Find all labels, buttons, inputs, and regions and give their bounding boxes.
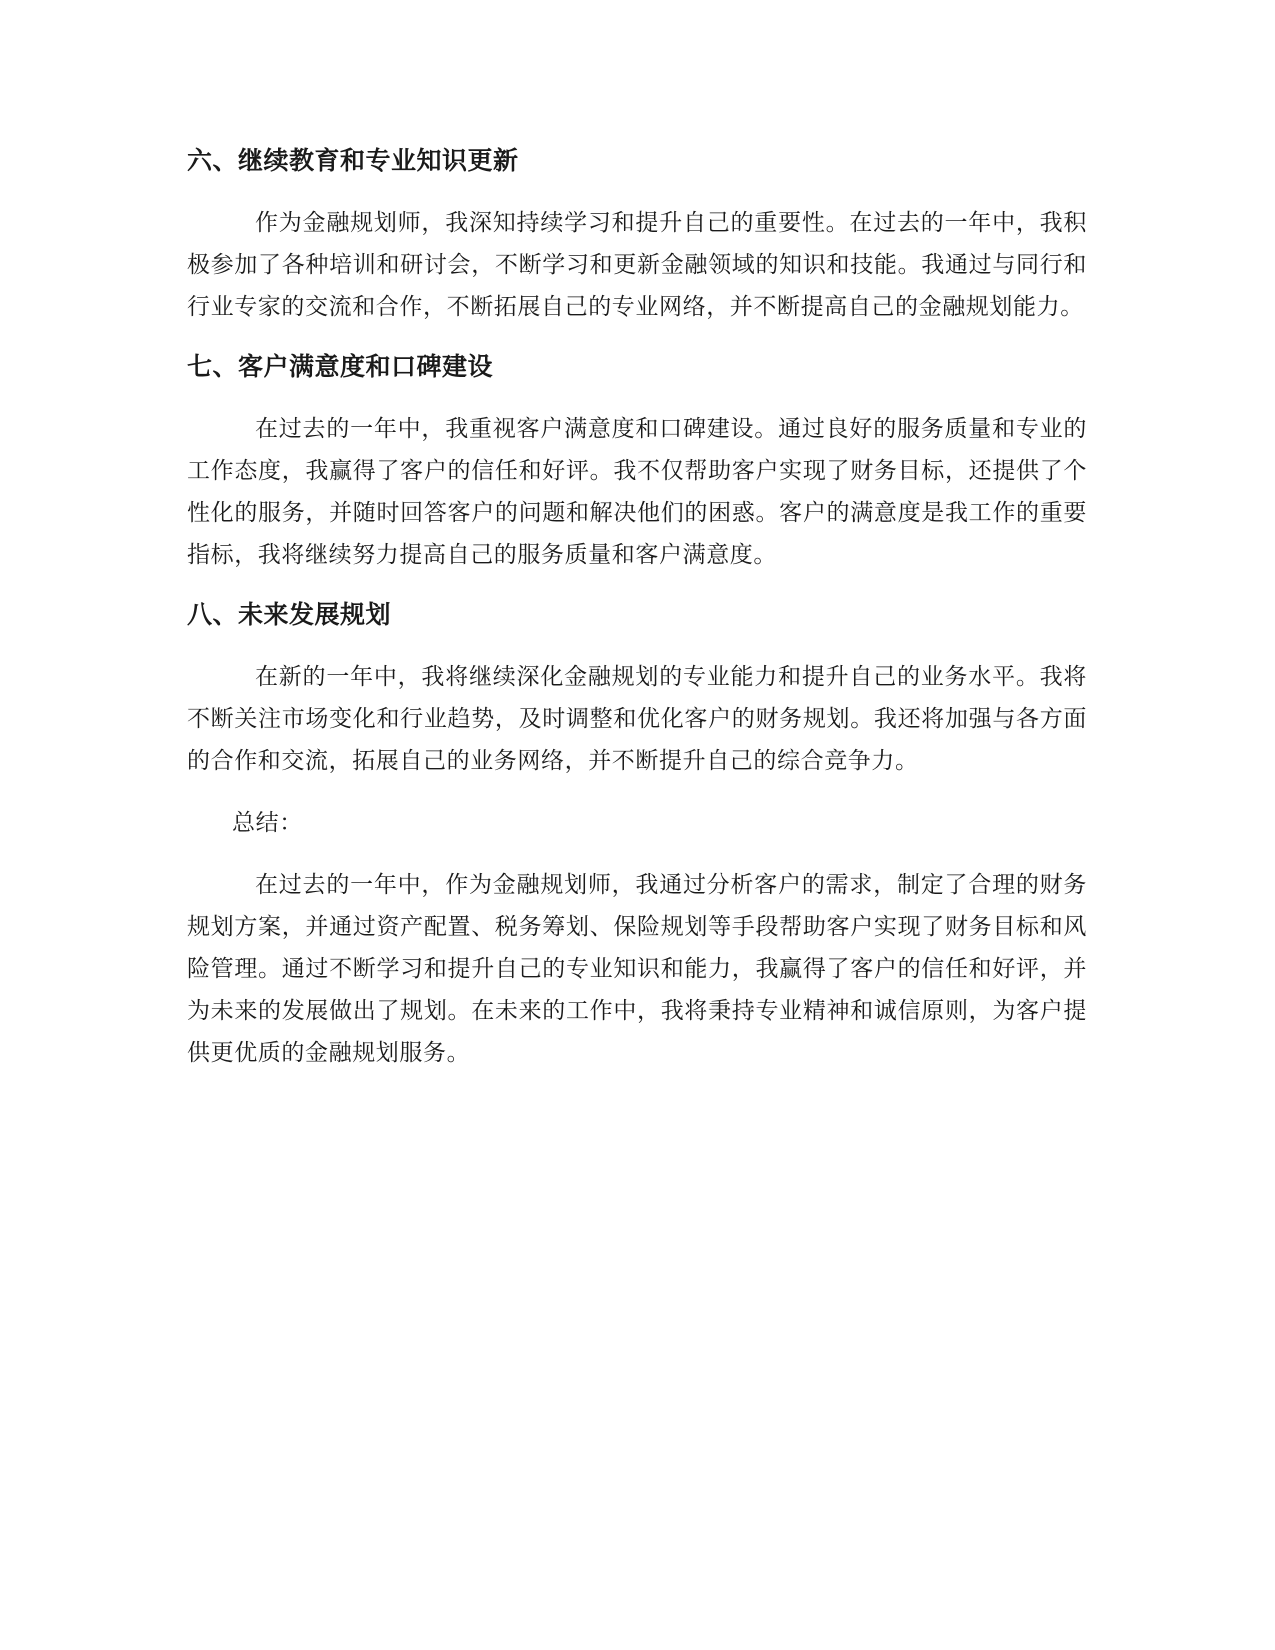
section-heading-future-plan: 八、未来发展规划	[187, 600, 392, 629]
document-body	[187, 142, 1087, 1094]
section-heading-continuing-education: 六、继续教育和专业知识更新	[187, 146, 519, 175]
section-paragraph-future-plan: 在新的一年中，我将继续深化金融规划的专业能力和提升自己的业务水平。我将不断关注市场变化和行业趋势，及时调整和优化客户的财务规划。我还将加强与各方面的合作和交流，拓展自己的业务网络，并不断提升自己的综合竞争力。	[187, 664, 1087, 774]
section-heading-client-satisfaction: 七、客户满意度和口碑建设	[187, 352, 494, 381]
summary-label: 总结：	[232, 810, 303, 836]
section-paragraph-continuing-education: 作为金融规划师，我深知持续学习和提升自己的重要性。在过去的一年中，我积极参加了各种培训和研讨会，不断学习和更新金融领域的知识和技能。我通过与同行和行业专家的交流和合作，不断拓展自己的专业网络，并不断提高自己的金融规划能力。	[187, 210, 1087, 320]
section-paragraph-client-satisfaction: 在过去的一年中，我重视客户满意度和口碑建设。通过良好的服务质量和专业的工作态度，我赢得了客户的信任和好评。我不仅帮助客户实现了财务目标，还提供了个性化的服务，并随时回答客户的问题和解决他们的困惑。客户的满意度是我工作的重要指标，我将继续努力提高自己的服务质量和客户满意度。	[187, 416, 1087, 568]
summary-paragraph: 在过去的一年中，作为金融规划师，我通过分析客户的需求，制定了合理的财务规划方案，并通过资产配置、税务筹划、保险规划等手段帮助客户实现了财务目标和风险管理。通过不断学习和提升自己的专业知识和能力，我赢得了客户的信任和好评，并为未来的发展做出了规划。在未来的工作中，我将秉持专业精神和诚信原则，为客户提供更优质的金融规划服务。	[187, 872, 1087, 1066]
